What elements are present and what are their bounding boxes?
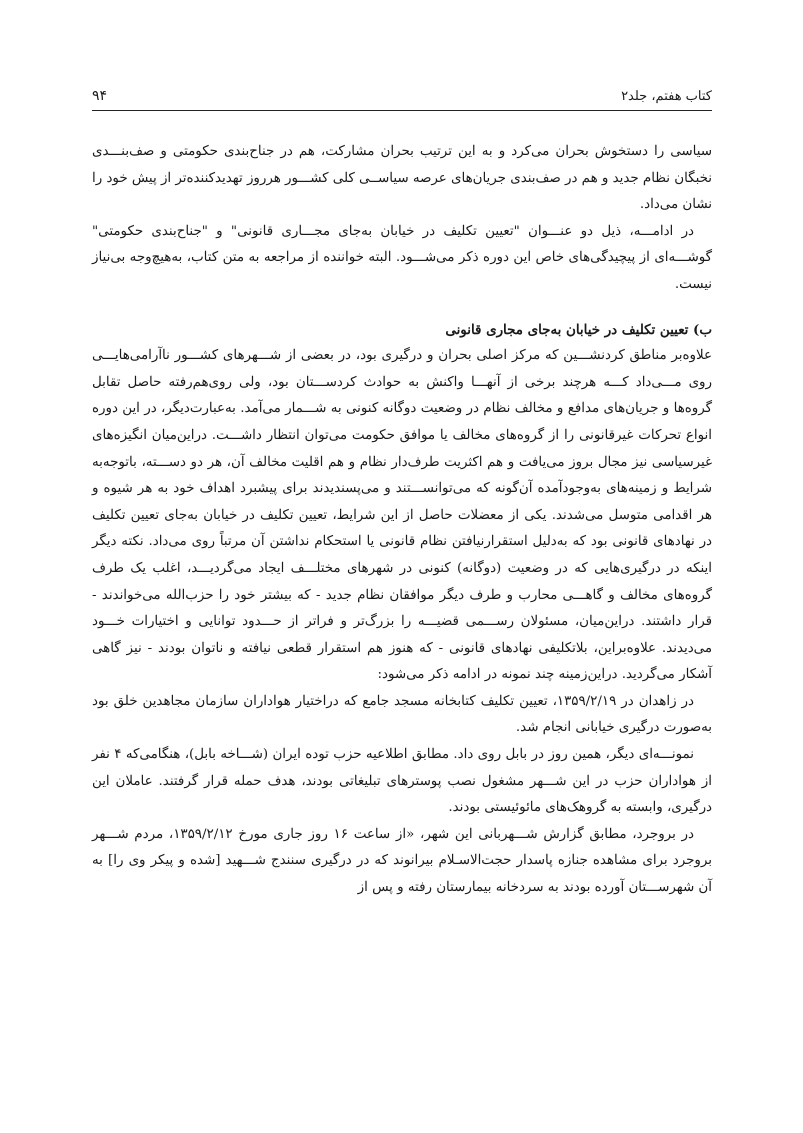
paragraph-section-1: علاوه‌بر مناطق کردنشـــین که مرکز اصلی بحران و درگیری بود، در بعضی از شـــهرهای کشـــور ناآرامی‌هایـــی روی مـــی‌داد کـــه هرچند برخی از آنهـــا واکنش به حوادث کردســـتان بود، ولی روی‌هم‌رفته حاصل تقابل گروه‌ها و جریان‌های مدافع و مخالف نظام در وضعیت دوگانه کنونی به شـــمار می‌آمد. به‌عبارت‌دیگر، در این دوره انواع تحرکات غیرقانونی را از گروه‌های مخالف یا موافق حکومت می‌توان انتظار داشـــت. دراین‌میان انگیزه‌های غیرسیاسی نیز مجال بروز می‌یافت و هم اکثریت طرف‌دار نظام و هم اقلیت مخالف آن، هر دو دســـته، باتوجه‌به شرایط و زمینه‌های به‌وجودآمده آن‌گونه که می‌توانســـتند و می‌پسندیدند برای پیشبرد اهداف خود به هر شیوه و هر اقدامی متوسل می‌شدند. یکی از معضلات حاصل از این شرایط، تعیین تکلیف در خیابان به‌جای تعیین تکلیف در نهادهای قانونی بود که به‌دلیل استقرارنیافتن نظام قانونی یا استحکام نداشتن آن مرتباً روی می‌داد. نکته دیگر اینکه در درگیری‌هایی که در وضعیت (دوگانه) کنونی در شهرهای مختلـــف ایجاد می‌گردیـــد، اغلب یک طرف گروه‌های مخالف و گاهـــی محارب و طرف دیگر موافقان نظام جدید - که بیشتر خود را حزب‌الله می‌خواندند - قرار داشتند. دراین‌میان، مسئولان رســـمی قضیـــه را بزرگ‌تر و فراتر از حـــدود توانایی و اختیارات خـــود می‌دیدند. علاوه‌براین، بلاتکلیفی نهادهای قانونی - که هنوز هم استقرار قطعی نیافته و ناتوان بودند - نیز گاهی آشکار می‌گردید. دراین‌زمینه چند نمونه در ادامه ذکر می‌شود: [92, 348, 712, 683]
running-header [92, 88, 712, 111]
paragraph-intro-1: سیاسی را دستخوش بحران می‌کرد و به این ترتیب بحران مشارکت، هم در جناح‌بندی حکومتی و صف‌بنـــدی نخبگان نظام جدید و هم در صف‌بندی جریان‌های عرصه سیاســی کلی کشـــور هرروز تهدیدکننده‌تر از پیش خود را نشان می‌داد. [92, 144, 712, 213]
paragraph-section-4: در بروجرد، مطابق گزارش شـــهربانی این شهر، «از ساعت ۱۶ روز جاری مورخ ۱۳۵۹/۲/۱۲، مردم شـــهر بروجرد برای مشاهده جنازه پاسدار حجت‌الاسـلام بیرانوند که در درگیری سنندج شـــهید [شده و پیکر وی را] به آن شهرســـتان آورده بودند به سردخانه بیمارستان رفته و پس از [92, 826, 712, 896]
section-heading: ب) تعیین تکلیف در خیابان به‌جای مجاری قانونی [445, 321, 712, 338]
book-page [92, 88, 712, 902]
paragraph-intro-2: در ادامـــه، ذیل دو عنـــوان "تعیین تکلیف در خیابان به‌جای مجـــاری قانونی" و "جناح‌بندی حکومتی" گوشـــه‌ای از پیچیدگی‌های خاص این دوره ذکر می‌شـــود. البته خواننده از مراجعه به متن کتاب، به‌هیچ‌وجه بی‌نیاز نیست. [92, 223, 712, 292]
paragraph-section-3: نمونـــه‌ای دیگر، همین روز در بابل روی داد. مطابق اطلاعیه حزب توده ایران (شـــاخه بابل)، هنگامی‌که ۴ نفر از هواداران حزب در این شـــهر مشغول نصب پوسترهای تبلیغاتی بودند، هدف حمله قرار گرفتند. عاملان این درگیری، وابسته به گروهک‌های مائوئیستی بودند. [92, 747, 712, 816]
page-number: ۹۴ [92, 88, 108, 104]
paragraph-section-2: در زاهدان در ۱۳۵۹/۲/۱۹، تعیین تکلیف کتابخانه مسجد جامع که دراختیار هواداران سازمان مجاهدین خلق بود به‌صورت درگیری خیابانی انجام شد. [92, 693, 712, 736]
book-title: کتاب هفتم، جلد۲ [621, 89, 712, 104]
page-body [92, 139, 712, 902]
